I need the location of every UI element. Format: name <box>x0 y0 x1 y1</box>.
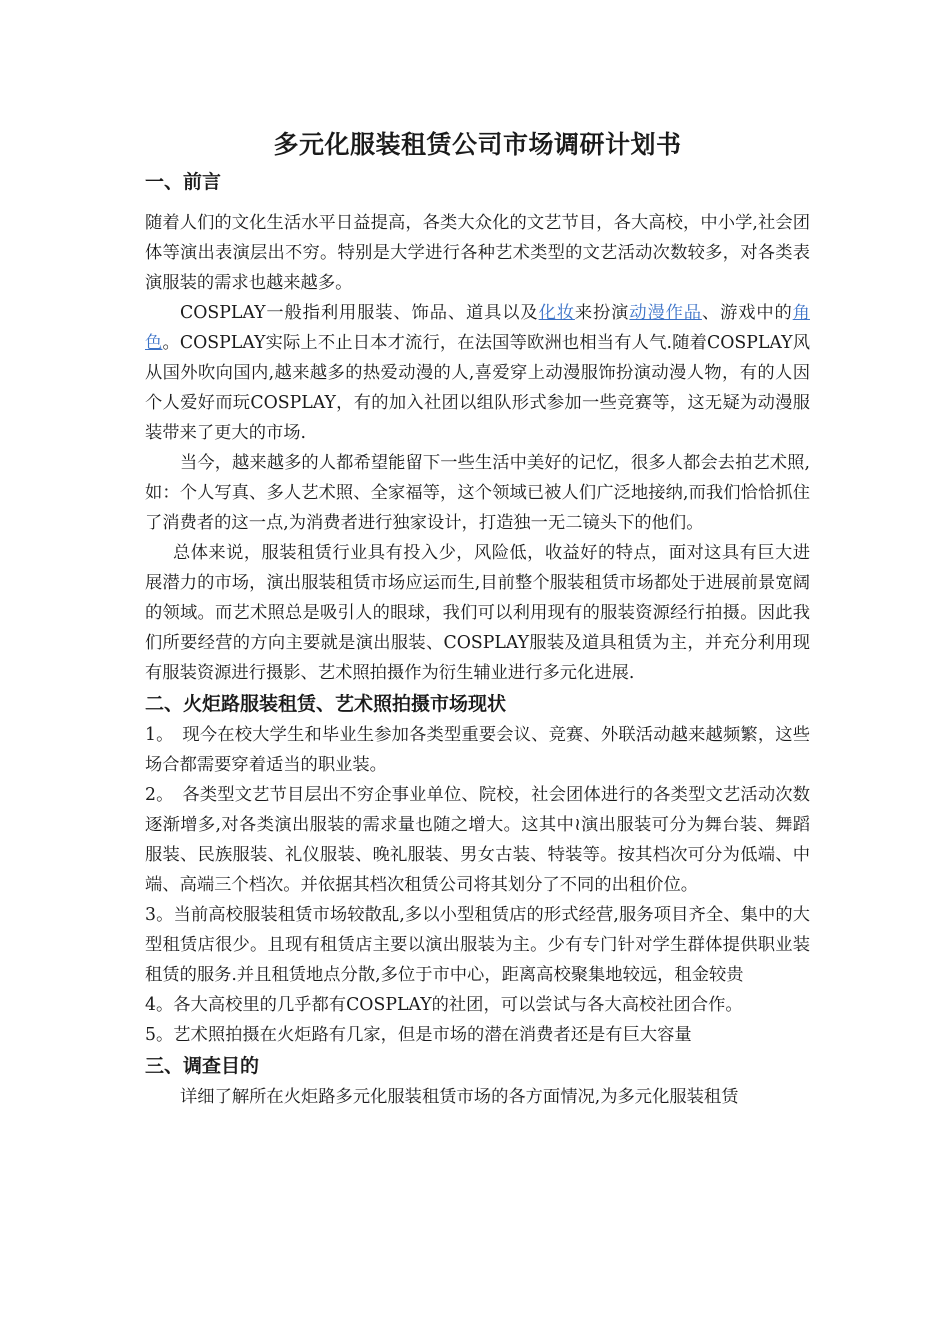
link-makeup[interactable]: 化妆 <box>538 303 575 323</box>
preface-paragraph-cosplay <box>145 298 810 448</box>
paragraph-text: 。COSPLAY实际上不止日本才流行，在法国等欧洲也相当有人气.随着COSPLAY风从国外吹向国内,越来越多的热爱动漫的人,喜爱穿上动漫服饰扮演动漫人物，有的人因个人爱好而玩COSPLAY，有的加入社团以组队形式参加一些竞赛等，这无疑为动漫服装带来了更大的市场. <box>145 333 810 443</box>
preface-paragraph-1: 随着人们的文化生活水平日益提高，各类大众化的文艺节目，各大高校，中小学,社会团体等演出表演层出不穷。特别是大学进行各种艺术类型的文艺活动次数较多，对各类表演服装的需求也越来越多。 <box>145 213 810 293</box>
purpose-paragraph-1: 详细了解所在火炬路多元化服装租赁市场的各方面情况,为多元化服装租赁 <box>180 1087 739 1107</box>
list-item: 4。各大高校里的几乎都有COSPLAY的社团，可以尝试与各大高校社团合作。 <box>145 995 743 1015</box>
section-heading-market-status: 二、火炬路服装租赁、艺术照拍摄市场现状 <box>145 693 507 715</box>
preface-paragraph-4: 总体来说，服装租赁行业具有投入少，风险低，收益好的特点，面对这具有巨大进展潜力的市场，演出服装租赁市场应运而生,目前整个服装租赁市场都处于进展前景宽阔的领域。而艺术照总是吸引人的眼球，我们可以利用现有的服装资源经行拍摄。因此我们所要经营的方向主要就是演出服装、COSPLAY服装及道具租赁为主，并充分利用现有服装资源进行摄影、艺术照拍摄作为衍生辅业进行多元化进展. <box>145 543 810 683</box>
paragraph-text: 、游戏中的 <box>701 303 793 323</box>
paragraph-text: COSPLAY一般指利用服装、饰品、道具以及 <box>180 303 539 323</box>
link-anime-works[interactable]: 动漫作品 <box>629 303 702 323</box>
link-character[interactable]: 角色 <box>145 303 810 353</box>
list-item: 1。 现今在校大学生和毕业生参加各类型重要会议、竞赛、外联活动越来越频繁，这些场合都需要穿着适当的职业装。 <box>145 725 810 775</box>
section-heading-research-purpose: 三、调查目的 <box>145 1055 260 1077</box>
document-title: 多元化服装租赁公司市场调研计划书 <box>273 130 682 159</box>
document-page <box>145 128 810 1112</box>
section-heading-preface: 一、前言 <box>145 171 222 193</box>
preface-paragraph-3: 当今，越来越多的人都希望能留下一些生活中美好的记忆，很多人都会去拍艺术照,如：个人写真、多人艺术照、全家福等，这个领域已被人们广泛地接纳,而我们恰恰抓住了消费者的这一点,为消费者进行独家设计，打造独一无二镜头下的他们。 <box>145 453 810 533</box>
list-item: 3。当前高校服装租赁市场较散乱,多以小型租赁店的形式经营,服务项目齐全、集中的大型租赁店很少。且现有租赁店主要以演出服装为主。少有专门针对学生群体提供职业装租赁的服务.并且租赁地点分散,多位于市中心，距离高校聚集地较远，租金较贵 <box>145 905 810 985</box>
list-item: 5。艺术照拍摄在火炬路有几家，但是市场的潜在消费者还是有巨大容量 <box>145 1025 692 1045</box>
paragraph-text: 来扮演 <box>574 303 630 323</box>
list-item: 2。 各类型文艺节目层出不穷企事业单位、院校，社会团体进行的各类型文艺活动次数逐渐增多,对各类演出服装的需求量也随之增大。这其中≀演出服装可分为舞台装、舞蹈服装、民族服装、礼仪服装、晚礼服装、男女古装、特装等。按其档次可分为低端、中端、高端三个档次。并依据其档次租赁公司将其划分了不同的出租价位。 <box>145 785 810 895</box>
